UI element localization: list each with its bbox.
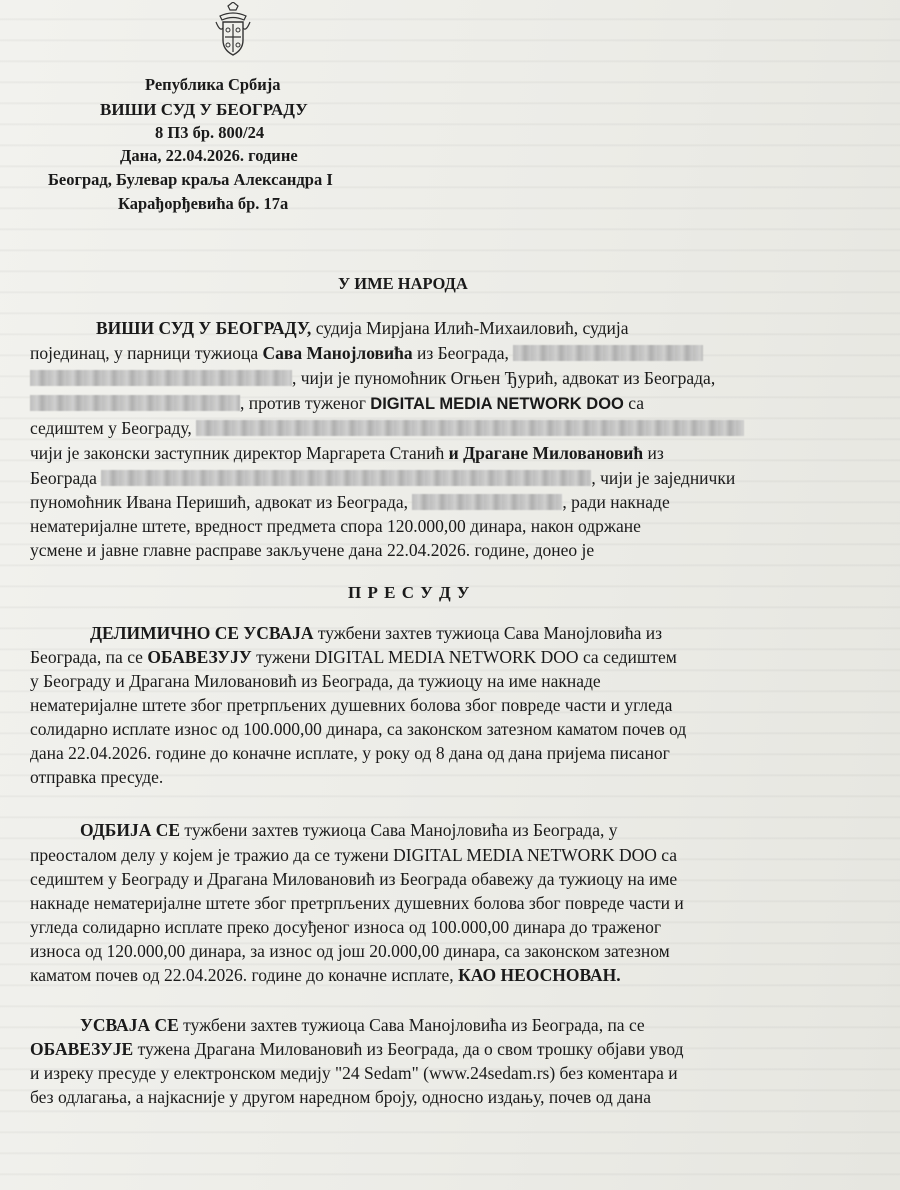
header-case-number: 8 П3 бр. 800/24: [155, 123, 265, 142]
p3-line-3: и изреку пресуде у електронском медију "24 Sedam" (www.24sedam.rs) без коментара и: [30, 1063, 678, 1083]
p2-line-5: угледа солидарно исплате преко досуђеног износа од 100.000,00 динара до траженог: [30, 917, 662, 937]
intro-line-5: седиштем у Београду,: [30, 418, 744, 438]
p2-line-2: преосталом делу у којем је тражио да се тужени DIGITAL MEDIA NETWORK DOO са: [30, 845, 678, 865]
intro-line-1: ВИШИ СУД У БЕОГРАДУ, судија Мирјана Илић-Михаиловић, судија: [96, 318, 629, 338]
p1-line-4: нематеријалне штете због претрпљених душевних болова због повреде части и угледа: [30, 695, 673, 715]
header-date: Дана, 22.04.2026. године: [120, 146, 298, 165]
p3-line-2: ОБАВЕЗУЈЕ тужена Драгана Миловановић из Београда, да о свом трошку објави увод: [30, 1039, 684, 1059]
intro-line-4: , против туженог DIGITAL MEDIA NETWORK DOO са: [30, 393, 644, 414]
intro-line-9: нематеријалне штете, вредност предмета спора 120.000,00 динара, након одржане: [30, 516, 641, 536]
redacted-address: [513, 345, 703, 361]
p3-line-1: УСВАЈА СЕ тужбени захтев тужиоца Сава Манојловића из Београда, па се: [80, 1015, 645, 1035]
intro-line-6: чији је законски заступник директор Маргарета Станић и Драгане Миловановић из: [30, 443, 664, 463]
redacted-address: [30, 395, 240, 411]
in-name-of-people-heading: У ИМЕ НАРОДА: [338, 274, 468, 293]
redacted-address: [101, 470, 591, 486]
p1-line-1: ДЕЛИМИЧНО СЕ УСВАЈА тужбени захтев тужиоца Сава Манојловића из: [90, 623, 663, 643]
intro-line-2: појединац, у парници тужиоца Сава Манојловића из Београда,: [30, 343, 703, 363]
p3-line-4: без одлагања, а најкасније у другом наредном броју, односно издању, почев од дана: [30, 1087, 652, 1107]
header-court: ВИШИ СУД У БЕОГРАДУ: [100, 100, 308, 119]
p2-line-7: каматом почев од 22.04.2026. године до коначне исплате, КАО НЕОСНОВАН.: [30, 965, 621, 985]
header-address-2: Карађорђевића бр. 17а: [118, 194, 289, 213]
redacted-address: [196, 420, 744, 436]
serbian-coat-of-arms-icon: [214, 2, 252, 60]
verdict-title: П Р Е С У Д У: [348, 583, 471, 602]
p2-line-4: накнаде нематеријалне штете због претрпљених душевних болова због повреде части и: [30, 893, 684, 913]
p2-line-1: ОДБИЈА СЕ тужбени захтев тужиоца Сава Манојловића из Београда, у: [80, 820, 618, 840]
p2-line-3: седиштем у Београду и Драгана Миловановић из Београда обавежу да тужиоцу на име: [30, 869, 678, 889]
p1-line-7: отправка пресуде.: [30, 767, 164, 787]
p1-line-5: солидарно исплате износ од 100.000,00 динара, са законском затезном каматом почев од: [30, 719, 687, 739]
redacted-address: [30, 370, 292, 386]
p2-line-6: износа од 120.000,00 динара, за износ од још 20.000,00 динара, са законском затезном: [30, 941, 670, 961]
intro-line-10: усмене и јавне главне расправе закључене дана 22.04.2026. године, донео је: [30, 540, 595, 560]
p1-line-6: дана 22.04.2026. године до коначне исплате, у року од 8 дана од дана пријема писаног: [30, 743, 670, 763]
p1-line-3: у Београду и Драгана Миловановић из Београда, да тужиоцу на име накнаде: [30, 671, 601, 691]
intro-line-7: Београда , чији је заједнички: [30, 468, 736, 488]
p1-line-2: Београда, па се ОБАВЕЗУЈУ тужени DIGITAL MEDIA NETWORK DOO са седиштем: [30, 647, 677, 667]
intro-line-8: пуномоћник Ивана Перишић, адвокат из Београда, , ради накнаде: [30, 492, 670, 512]
redacted-address: [412, 494, 562, 510]
header-republic: Република Србија: [145, 75, 281, 94]
header-address-1: Београд, Булевар краља Александра I: [48, 170, 333, 189]
intro-line-3: , чији је пуномоћник Огњен Ђурић, адвокат из Београда,: [30, 368, 715, 388]
